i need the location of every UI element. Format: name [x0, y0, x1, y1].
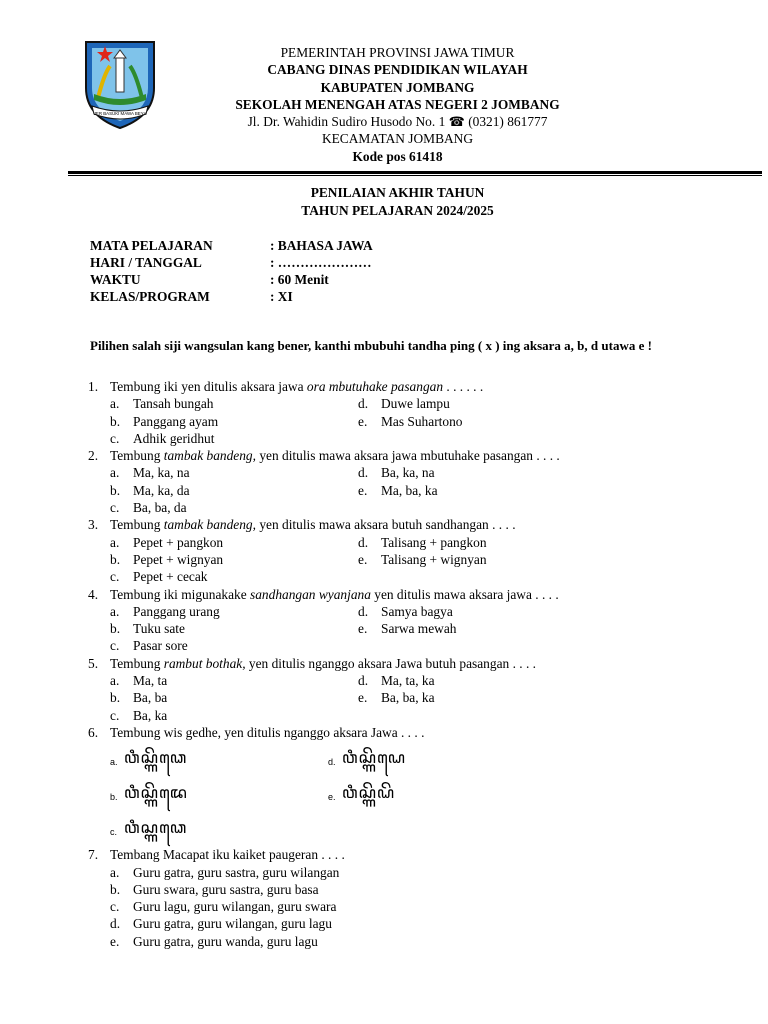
option-e[interactable]: e. Mas Suhartono: [358, 413, 463, 429]
option-b[interactable]: b. Ba, ba: [110, 690, 168, 706]
option-c[interactable]: c. Ba, ba, da: [110, 500, 187, 516]
option-e[interactable]: e. Ba, ba, ka: [358, 690, 435, 706]
option-b[interactable]: b. Guru swara, guru sastra, guru basa: [110, 881, 319, 897]
option-a[interactable]: a. Ma, ka, na: [110, 465, 190, 481]
question-3: 3. Tembung tambak bandeng, yen ditulis mawa aksara butuh sandhangan . . . .: [88, 517, 516, 533]
option-a[interactable]: a. ꦮꦶꦱ꧀ꦒꦼꦣꦺ: [110, 750, 188, 768]
header-rule-thin: [68, 175, 762, 176]
option-a[interactable]: a. Tansah bungah: [110, 396, 214, 412]
postal-code: Kode pos 61418: [352, 148, 443, 164]
option-a[interactable]: a. Ma, ta: [110, 673, 168, 689]
letterhead-line-1: PEMERINTAH PROVINSI JAWA TIMUR: [280, 45, 515, 60]
option-d[interactable]: d. Ma, ta, ka: [358, 673, 435, 689]
east-java-emblem-icon: [80, 38, 160, 130]
school-address: Jl. Dr. Wahidin Sudiro Husodo No. 1 ☎ (0321) 861777: [247, 114, 548, 130]
district: KECAMATAN JOMBANG: [321, 131, 474, 147]
exam-meta: MATA PELAJARAN : BAHASA JAWA HARI / TANGGAL : ………………… WAKTU : 60 Menit KELAS/PROGRAM : XI: [90, 238, 373, 304]
option-d[interactable]: d. ꦮꦶꦱ꧀ꦒꦼꦝꦺ: [328, 750, 406, 768]
instructions: Pilihen salah siji wangsulan kang bener, kanthi mbubuhi tandha ping ( x ) ing aksara a, b, d utawa e !: [90, 338, 652, 353]
option-d[interactable]: d. Samya bagya: [358, 603, 453, 619]
option-a[interactable]: a. Panggang urang: [110, 603, 220, 619]
question-list: [88, 378, 728, 950]
question-4: 4. Tembung iki migunakake sandhangan wyanjana yen ditulis mawa aksara jawa . . . .: [88, 586, 559, 602]
option-e[interactable]: e. Guru gatra, guru wanda, guru lagu: [110, 933, 318, 949]
option-e[interactable]: e. Sarwa mewah: [358, 621, 457, 637]
letterhead-line-2: CABANG DINAS PENDIDIKAN WILAYAH: [267, 62, 528, 78]
question-7: 7. Tembang Macapat iku kaiket paugeran . . . .: [88, 847, 345, 863]
option-b[interactable]: b. Pepet + wignyan: [110, 551, 224, 567]
letterhead: [190, 44, 605, 165]
option-b[interactable]: b. Ma, ka, da: [110, 482, 190, 498]
option-d[interactable]: d. Duwe lampu: [358, 396, 450, 412]
option-d[interactable]: d. Talisang + pangkon: [358, 534, 487, 550]
option-c[interactable]: c. Pepet + cecak: [110, 569, 208, 585]
option-e[interactable]: e. ꦮꦶꦱ꧀ꦒꦼꦝꦼ: [328, 785, 396, 803]
exam-title: PENILAIAN AKHIR TAHUN TAHUN PELAJARAN 2024/2025: [301, 185, 494, 218]
option-c[interactable]: c. Pasar sore: [110, 638, 188, 654]
option-e[interactable]: e. Talisang + wignyan: [358, 551, 487, 567]
question-2: 2. Tembung tambak bandeng, yen ditulis mawa aksara jawa mbutuhake pasangan . . . .: [88, 448, 560, 464]
letterhead-line-4: SEKOLAH MENENGAH ATAS NEGERI 2 JOMBANG: [235, 96, 560, 112]
emblem-motto: JER BASUKI MAWA BEYA: [93, 111, 147, 116]
option-d[interactable]: d. Ba, ka, na: [358, 465, 435, 481]
question-5: 5. Tembung rambut bothak, yen ditulis nganggo aksara Jawa butuh pasangan . . . .: [88, 655, 536, 671]
option-b[interactable]: b. Tuku sate: [110, 621, 185, 637]
option-b[interactable]: b. Panggang ayam: [110, 413, 219, 429]
question-1: 1. Tembung iki yen ditulis aksara jawa ora mbutuhake pasangan . . . . . .: [88, 379, 484, 394]
option-e[interactable]: e. Ma, ba, ka: [358, 482, 438, 498]
option-c[interactable]: c. ꦮꦶꦱ꧀ꦒꦣꦺ: [110, 820, 188, 838]
header-rule: [68, 171, 762, 174]
option-b[interactable]: b. ꦮꦶꦱ꧀ꦒꦼꦢꦺ: [110, 785, 188, 803]
option-a[interactable]: a. Guru gatra, guru sastra, guru wilangan: [110, 864, 340, 880]
question-6: 6. Tembung wis gedhe, yen ditulis nganggo aksara Jawa . . . .: [88, 724, 425, 740]
option-c[interactable]: c. Adhik geridhut: [110, 430, 215, 446]
option-c[interactable]: c. Ba, ka: [110, 707, 168, 723]
option-c[interactable]: c. Guru lagu, guru wilangan, guru swara: [110, 899, 337, 915]
option-d[interactable]: d. Guru gatra, guru wilangan, guru lagu: [110, 916, 332, 932]
telephone-icon: ☎: [448, 114, 465, 130]
option-a[interactable]: a. Pepet + pangkon: [110, 534, 224, 550]
letterhead-line-3: KABUPATEN JOMBANG: [320, 79, 475, 95]
